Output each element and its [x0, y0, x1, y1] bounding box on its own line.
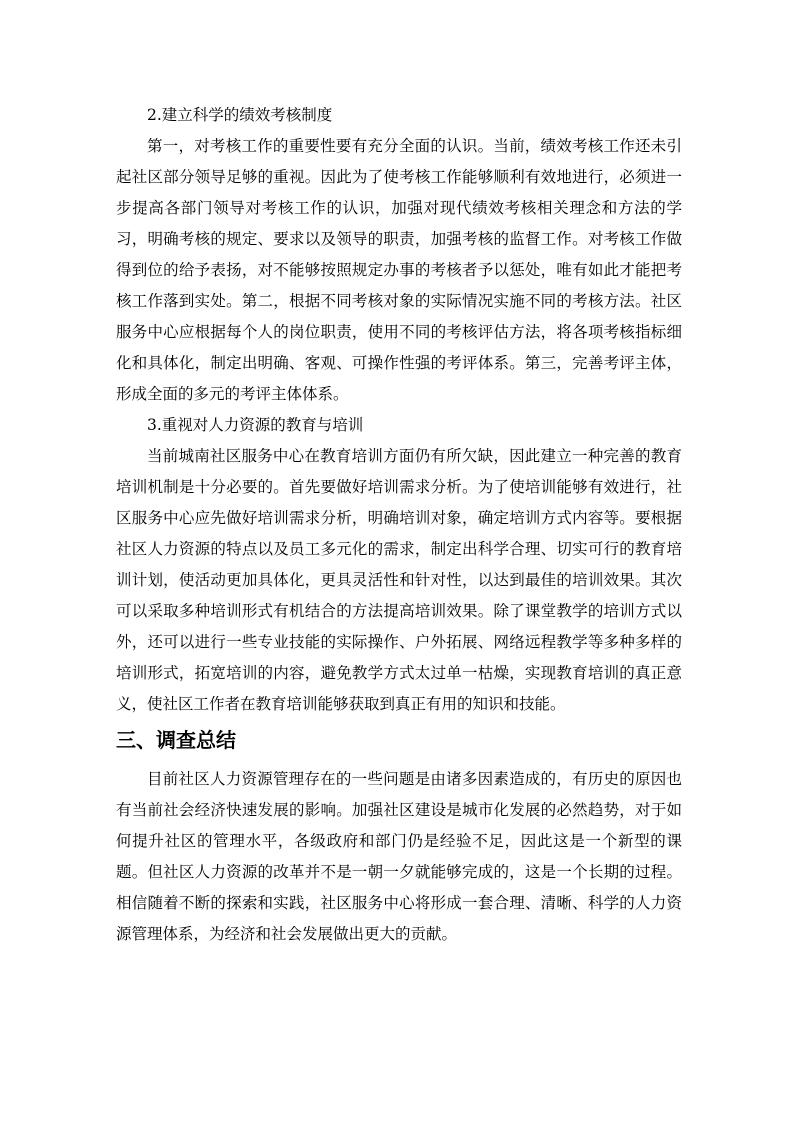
paragraph-summary: 目前社区人力资源管理存在的一些问题是由诸多因素造成的，有历史的原因也有当前社会经济快速发展的影响。加强社区建设是城市化发展的必然趋势，对于如何提升社区的管理水平，各级政府和部门仍是经验不足，因此这是一个新型的课题。但社区人力资源的改革并不是一朝一夕就能够完成的，这是一个长期的过程。相信随着不断的探索和实践，社区服务中心将形成一套合理、清晰、科学的人力资源管理体系，为经济和社会发展做出更大的贡献。: [116, 770, 682, 943]
paragraph-education-training: 当前城南社区服务中心在教育培训方面仍有所欠缺，因此建立一种完善的教育培训机制是十分必要的。首先要做好培训需求分析。为了使培训能够有效进行，社区服务中心应先做好培训需求分析，明确培训对象，确定培训方式内容等。要根据社区人力资源的特点以及员工多元化的需求，制定出科学合理、切实可行的教育培训计划，使活动更加具体化，更具灵活性和针对性，以达到最佳的培训效果。其次可以采取多种培训形式有机结合的方法提高培训效果。除了课堂教学的培训方式以外，还可以进行一些专业技能的实际操作、户外拓展、网络远程教学等多种多样的培训形式，拓宽培训的内容，避免教学方式太过单一枯燥，实现教育培训的真正意义，使社区工作者在教育培训能够获取到真正有用的知识和技能。: [116, 447, 682, 713]
document-body: [116, 100, 682, 950]
section-title-summary: 三、调查总结: [116, 728, 236, 752]
subsection-title-3: 3.重视对人力资源的教育与培训: [147, 416, 364, 434]
paragraph-performance-evaluation: 第一，对考核工作的重要性要有充分全面的认识。当前，绩效考核工作还未引起社区部分领导足够的重视。因此为了使考核工作能够顺利有效地进行，必须进一步提高各部门领导对考核工作的认识，加强对现代绩效考核相关理念和方法的学习，明确考核的规定、要求以及领导的职责，加强考核的监督工作。对考核工作做得到位的给予表扬，对不能够按照规定办事的考核者予以惩处，唯有如此才能把考核工作落到实处。第二，根据不同考核对象的实际情况实施不同的考核方法。社区服务中心应根据每个人的岗位职责，使用不同的考核评估方法，将各项考核指标细化和具体化，制定出明确、客观、可操作性强的考评体系。第三，完善考评主体，形成全面的多元的考评主体体系。: [116, 137, 682, 403]
subsection-title-2: 2.建立科学的绩效考核制度: [147, 106, 333, 124]
